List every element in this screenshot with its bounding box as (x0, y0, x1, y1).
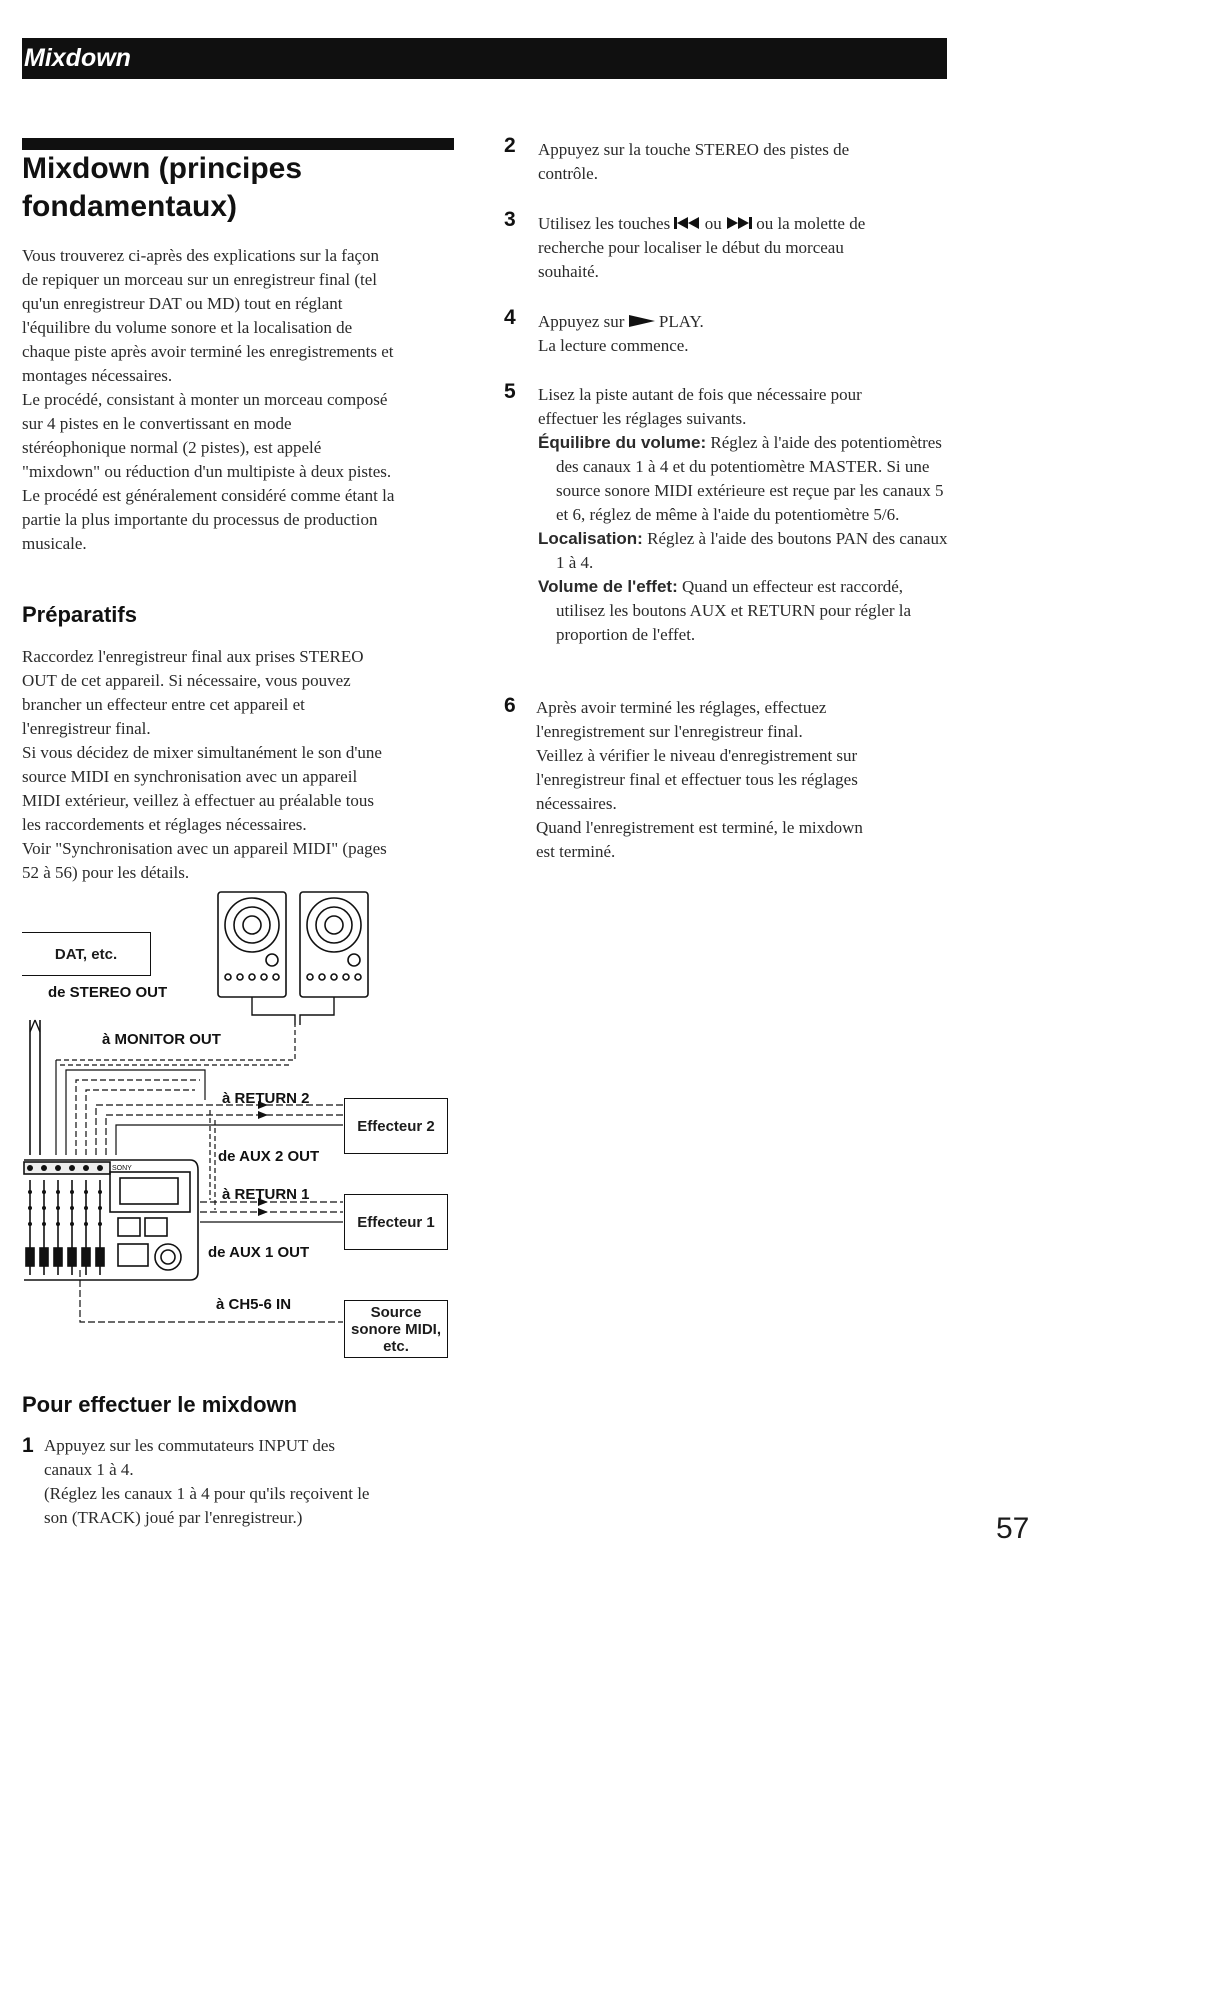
label-return-2: à RETURN 2 (222, 1090, 310, 1107)
volume-balance-item (538, 431, 948, 527)
intro-line: partie la plus importante du processus de production (22, 510, 378, 529)
step-4-number: 4 (504, 306, 516, 329)
step-5-line: effectuer les réglages suivants. (538, 409, 747, 428)
intro-line: sur 4 pistes en le convertissant en mode (22, 414, 292, 433)
step-3-or: ou (700, 214, 726, 233)
localisation-item (538, 527, 948, 575)
intro-paragraph (22, 244, 462, 556)
step-3-number: 3 (504, 208, 516, 231)
step-1-number: 1 (22, 1434, 34, 1457)
connection-diagram (0, 880, 470, 1370)
step-6-line: l'enregistreur final et effectuer tous les réglages (536, 770, 858, 789)
prep-line: l'enregistreur final. (22, 719, 151, 738)
label-aux-2-out: de AUX 2 OUT (218, 1148, 320, 1165)
page-title (22, 150, 302, 226)
speaker-left (218, 892, 286, 997)
play-icon (629, 315, 655, 327)
mixer-device (24, 1160, 198, 1280)
fast-forward-icon (726, 217, 752, 229)
step-6-line: l'enregistrement sur l'enregistreur final. (536, 722, 803, 741)
step-6-number: 6 (504, 694, 516, 717)
intro-line: "mixdown" ou réduction d'un multipiste à deux pistes. (22, 462, 392, 481)
step-6-line: Veillez à vérifier le niveau d'enregistrement sur (536, 746, 858, 765)
label-aux-1-out: de AUX 1 OUT (208, 1244, 310, 1261)
rewind-icon (674, 217, 700, 229)
title-rule (22, 138, 454, 150)
intro-line: de repiquer un morceau sur un enregistreur final (tel (22, 270, 377, 289)
step-4-text-b: PLAY. (654, 312, 704, 331)
step-6-line: Quand l'enregistrement est terminé, le mixdown (536, 818, 863, 837)
step-3-line: souhaité. (538, 262, 599, 281)
prep-line: OUT de cet appareil. Si nécessaire, vous pouvez (22, 671, 351, 690)
intro-line: Vous trouverez ci-après des explications sur la façon (22, 246, 380, 265)
prep-line: source MIDI en synchronisation avec un appareil (22, 767, 358, 786)
intro-line: chaque piste après avoir terminé les enregistrements et (22, 342, 394, 361)
step-4-text-a: Appuyez sur (538, 312, 629, 331)
prep-line: brancher un effecteur entre cet appareil et (22, 695, 305, 714)
prep-line: Voir "Synchronisation avec un appareil MIDI" (pages (22, 839, 387, 858)
step-1-text (44, 1434, 464, 1530)
effect-volume-item (538, 575, 948, 647)
step-1-line: (Réglez les canaux 1 à 4 pour qu'ils reçoivent le (44, 1484, 370, 1503)
prep-line: Raccordez l'enregistreur final aux prises STEREO (22, 647, 364, 666)
intro-line: qu'un enregistreur DAT ou MD) tout en réglant (22, 294, 343, 313)
label-monitor-out: à MONITOR OUT (102, 1031, 221, 1048)
step-5-number: 5 (504, 380, 516, 403)
prep-heading: Préparatifs (22, 602, 137, 627)
step-5-line: Lisez la piste autant de fois que nécessaire pour (538, 385, 862, 404)
volume-balance-label: Équilibre du volume: (538, 433, 707, 452)
effecteur-2-box: Effecteur 2 (344, 1098, 448, 1154)
prep-line: Si vous décidez de mixer simultanément le son d'une (22, 743, 382, 762)
intro-line: stéréophonique normal (2 pistes), est appelé (22, 438, 322, 457)
title-line-1: Mixdown (principes (22, 152, 303, 185)
step-2-line: contrôle. (538, 164, 598, 183)
localisation-text: Réglez à l'aide des boutons PAN des canaux 1 à 4. (556, 529, 948, 572)
step-6-text (536, 696, 956, 864)
intro-line: montages nécessaires. (22, 366, 173, 385)
effect-volume-text: Quand un effecteur est raccordé, utilisez les boutons AUX et RETURN pour régler la proportion de l'effet. (556, 577, 912, 644)
midi-source-box: Source sonore MIDI, etc. (344, 1300, 448, 1358)
step-5-text (538, 383, 948, 647)
intro-line: Le procédé est généralement considéré comme étant la (22, 486, 395, 505)
intro-line: musicale. (22, 534, 87, 553)
section-header: Mixdown (24, 44, 131, 72)
procedure-heading: Pour effectuer le mixdown (22, 1392, 298, 1417)
title-line-2: fondamentaux) (22, 190, 238, 223)
step-6-line: Après avoir terminé les réglages, effectuez (536, 698, 827, 717)
step-3-text-a: Utilisez les touches (538, 214, 675, 233)
label-stereo-out: de STEREO OUT (48, 984, 168, 1001)
effect-volume-label: Volume de l'effet: (538, 577, 678, 596)
label-ch5-6-in: à CH5-6 IN (216, 1296, 292, 1313)
step-2-text (538, 138, 958, 186)
prep-paragraph (22, 645, 467, 885)
step-2-number: 2 (504, 134, 516, 157)
localisation-label: Localisation: (538, 529, 643, 548)
step-6-line: est terminé. (536, 842, 616, 861)
page-number: 57 (996, 1512, 1030, 1545)
step-6-line: nécessaires. (536, 794, 617, 813)
volume-balance-text: Réglez à l'aide des potentiomètres des canaux 1 à 4 et du potentiomètre MASTER. Si une source sonore MIDI extérieure est reçue par les canaux 5 et 6, réglez de même à l'aide du potentiomètre 5/6. (556, 433, 944, 524)
prep-line: MIDI extérieur, veillez à effectuer au préalable tous (22, 791, 375, 810)
step-3-text (538, 212, 958, 284)
step-4-line: La lecture commence. (538, 336, 689, 355)
step-2-line: Appuyez sur la touche STEREO des pistes de (538, 140, 850, 159)
step-3-line: recherche pour localiser le début du morceau (538, 238, 844, 257)
header-bar (22, 38, 947, 79)
step-1-line: Appuyez sur les commutateurs INPUT des (44, 1436, 335, 1455)
intro-line: Le procédé, consistant à monter un morceau composé (22, 390, 388, 409)
step-1-line: son (TRACK) joué par l'enregistreur.) (44, 1508, 303, 1527)
intro-line: l'équilibre du volume sonore et la localisation de (22, 318, 353, 337)
step-3-line (538, 212, 958, 236)
prep-line: les raccordements et réglages nécessaires. (22, 815, 307, 834)
step-3-text-b: ou la molette de (751, 214, 866, 233)
effecteur-1-box: Effecteur 1 (344, 1194, 448, 1250)
speaker-right (300, 892, 368, 997)
step-4-text (538, 310, 958, 358)
prep-line: 52 à 56) pour les détails. (22, 863, 190, 882)
label-return-1: à RETURN 1 (222, 1186, 310, 1203)
step-4-line (538, 310, 958, 334)
mixer-brand: SONY (112, 1165, 132, 1172)
dat-recorder-box: DAT, etc. (22, 932, 151, 976)
step-1-line: canaux 1 à 4. (44, 1460, 134, 1479)
